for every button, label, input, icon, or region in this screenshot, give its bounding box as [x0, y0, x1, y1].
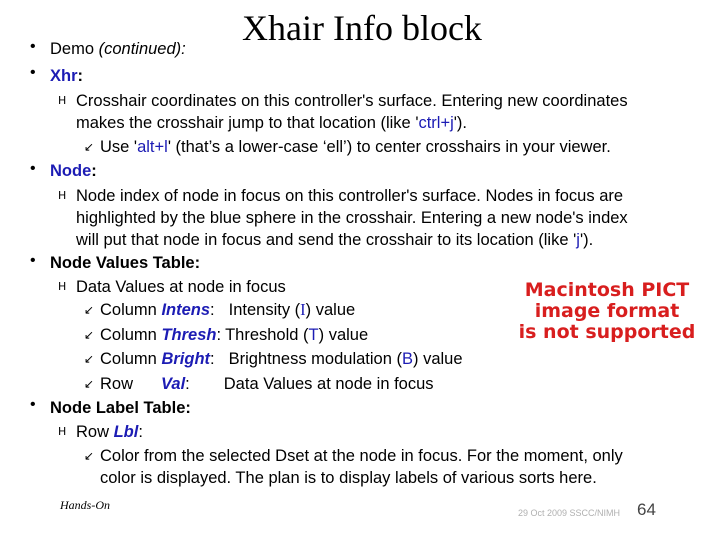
shortcut-key: ctrl+j: [418, 114, 454, 132]
node-heading: Node:: [50, 162, 97, 180]
xhr-use-line: Use 'alt+l' (that’s a lower-case ‘ell’) to center crosshairs in your viewer.: [100, 138, 611, 156]
sub-bullet-icon: H: [58, 280, 67, 293]
sub-bullet-icon: H: [58, 425, 67, 438]
xhr-desc-line2: makes the crosshair jump to that location (like 'ctrl+j').: [76, 114, 467, 132]
bullet-icon: •: [30, 396, 36, 413]
label-table-heading: Node Label Table:: [50, 399, 191, 417]
xhr-desc-line1: Crosshair coordinates on this controller's surface. Entering new coordinates: [76, 92, 628, 110]
arrow-bullet-icon: ↙: [84, 377, 95, 391]
label-color-line1: Color from the selected Dset at the node in focus. For the moment, only: [100, 447, 623, 465]
arrow-bullet-icon: ↙: [84, 328, 95, 342]
slide-title: Xhair Info block: [242, 8, 482, 48]
xhr-label: Xhr: [50, 67, 78, 85]
node-desc-line3: will put that node in focus and send the crosshair to its location (like 'j').: [76, 231, 594, 249]
node-label: Node: [50, 162, 92, 180]
arrow-bullet-icon: ↙: [84, 140, 95, 154]
values-table-intro: Data Values at node in focus: [76, 278, 286, 296]
demo-line: [50, 38, 186, 60]
arrow-bullet-icon: ↙: [84, 303, 95, 317]
arrow-bullet-icon: ↙: [84, 352, 95, 366]
label-table-row: Row Lbl:: [76, 423, 143, 441]
values-row-bright: Column Bright: Brightness modulation (B) value: [100, 350, 463, 368]
page-number: 64: [637, 500, 656, 519]
values-table-heading: Node Values Table:: [50, 254, 201, 272]
sub-bullet-icon: H: [58, 94, 67, 107]
demo-note: (continued):: [98, 40, 186, 58]
shortcut-key: alt+l: [137, 138, 168, 156]
values-row-val: Row Val: Data Values at node in focus: [100, 375, 434, 393]
values-row-thresh: Column Thresh: Threshold (T) value: [100, 326, 369, 344]
bullet-icon: •: [30, 160, 36, 177]
values-row-intens: Column Intens: Intensity (I) value: [100, 300, 356, 319]
sub-bullet-icon: H: [58, 189, 67, 202]
footer-label: Hands-On: [60, 498, 110, 512]
footer-date: 29 Oct 2009 SSCC/NIMH: [518, 508, 621, 518]
node-desc-line2: highlighted by the blue sphere in the crosshair. Entering a new node's index: [76, 209, 628, 227]
xhr-heading: Xhr:: [50, 67, 84, 85]
node-desc-line1: Node index of node in focus on this controller's surface. Nodes in focus are: [76, 187, 624, 205]
bullet-icon: •: [30, 64, 36, 81]
unsupported-image-placeholder: Macintosh PICT image format is not supported: [518, 279, 696, 343]
shortcut-key: j: [576, 231, 580, 249]
label-color-line2: color is displayed. The plan is to display labels of various sorts here.: [100, 469, 597, 487]
demo-label: Demo: [50, 40, 99, 58]
bullet-icon: •: [30, 38, 36, 55]
arrow-bullet-icon: ↙: [84, 449, 95, 463]
bullet-icon: •: [30, 252, 36, 269]
